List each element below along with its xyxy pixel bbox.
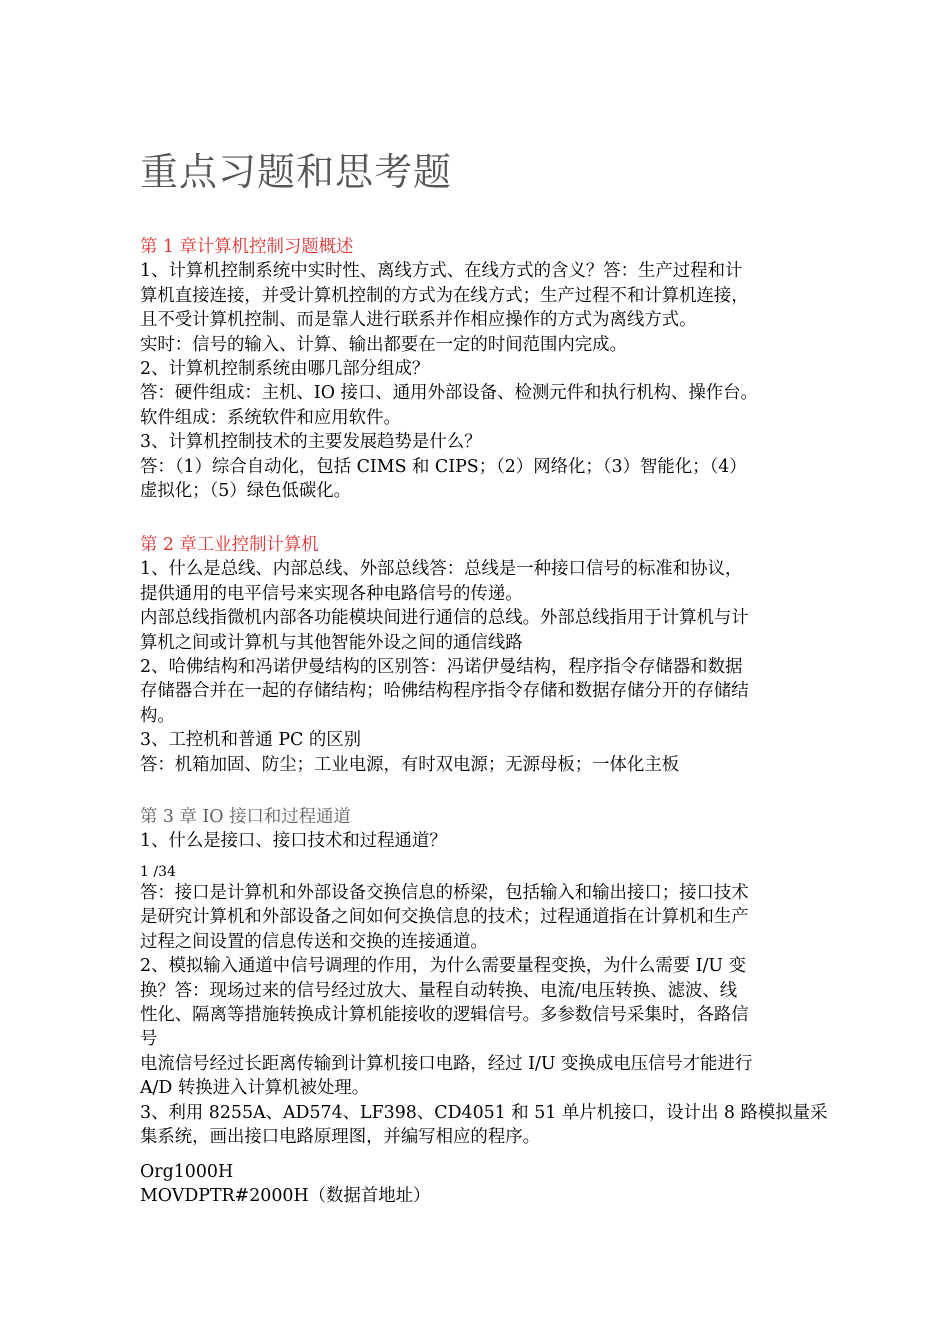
text-line: 构。: [140, 705, 175, 726]
text-line: 算机直接连接，并受计算机控制的方式为在线方式；生产过程不和计算机连接，: [140, 285, 749, 306]
text-line: 性化、隔离等措施转换成计算机能接收的逻辑信号。多参数信号采集时，各路信: [140, 1004, 749, 1025]
text-line: 1、什么是总线、内部总线、外部总线答：总线是一种接口信号的标准和协议，: [140, 559, 743, 580]
text-line: 3、工控机和普通 PC 的区别: [140, 730, 362, 751]
text-line: 3、计算机控制技术的主要发展趋势是什么？: [140, 432, 482, 453]
chapter-2-section: [140, 533, 812, 777]
text-line: 虚拟化；（5）绿色低碳化。: [140, 480, 352, 501]
chapter-3-heading: 第 3 章 IO 接口和过程通道: [140, 807, 351, 827]
text-line: A/D 转换进入计算机被处理。: [140, 1078, 370, 1099]
text-line: 2、计算机控制系统由哪几部分组成？: [140, 358, 430, 379]
code-line: MOVDPTR#2000H（数据首地址）: [140, 1186, 431, 1207]
code-line: Org1000H: [140, 1162, 234, 1182]
chapter-1-heading: 第 1 章计算机控制习题概述: [140, 237, 354, 257]
text-line: 集系统，画出接口电路原理图，并编写相应的程序。: [140, 1126, 540, 1147]
text-line: 算机之间或计算机与其他智能外设之间的通信线路: [140, 632, 523, 653]
text-line: 且不受计算机控制、而是靠人进行联系并作相应操作的方式为离线方式。: [140, 310, 697, 331]
text-line: 软件组成：系统软件和应用软件。: [140, 407, 401, 428]
text-line: 电流信号经过长距离传输到计算机接口电路，经过 I/U 变换成电压信号才能进行: [140, 1053, 753, 1074]
text-line: 换？答：现场过来的信号经过放大、量程自动转换、电流/电压转换、滤波、线: [140, 980, 738, 1001]
text-line: 存储器合并在一起的存储结构；哈佛结构程序指令存储和数据存储分开的存储结: [140, 681, 749, 702]
page-title: 重点习题和思考题: [140, 150, 453, 194]
text-line: 2、模拟输入通道中信号调理的作用，为什么需要量程变换，为什么需要 I/U 变: [140, 956, 747, 977]
text-line: 3、利用 8255A、AD574、LF398、CD4051 和 51 单片机接口，设计出 8 路模拟量采: [140, 1102, 828, 1123]
text-line: 号: [140, 1029, 158, 1050]
text-line: 1、计算机控制系统中实时性、离线方式、在线方式的含义？答：生产过程和计: [140, 261, 743, 282]
chapter-3-section: [140, 805, 812, 854]
page-number: 1 /34: [140, 864, 176, 880]
text-line: 2、哈佛结构和冯诺伊曼结构的区别答：冯诺伊曼结构，程序指令存储器和数据: [140, 656, 743, 677]
chapter-1-section: [140, 235, 812, 503]
text-line: 答：接口是计算机和外部设备交换信息的桥梁，包括输入和输出接口；接口技术: [140, 883, 749, 903]
chapter-2-heading: 第 2 章工业控制计算机: [140, 535, 319, 555]
text-line: 过程之间设置的信息传送和交换的连接通道。: [140, 931, 488, 952]
text-line: 1、什么是接口、接口技术和过程通道？: [140, 831, 447, 852]
text-line: 实时：信号的输入、计算、输出都要在一定的时间范围内完成。: [140, 334, 627, 355]
text-line: 答：硬件组成：主机、IO 接口、通用外部设备、检测元件和执行机构、操作台。: [140, 383, 758, 404]
text-line: 是研究计算机和外部设备之间如何交换信息的技术；过程通道指在计算机和生产: [140, 907, 749, 928]
code-block: [140, 1160, 812, 1209]
text-line: 答：机箱加固、防尘；工业电源，有时双电源；无源母板；一体化主板: [140, 754, 680, 775]
chapter-3-body: [140, 881, 828, 1149]
text-line: 内部总线指微机内部各功能模块间进行通信的总线。外部总线指用于计算机与计: [140, 608, 749, 629]
text-line: 答：（1）综合自动化，包括 CIMS 和 CIPS；（2）网络化；（3）智能化；（4）: [140, 456, 747, 477]
text-line: 提供通用的电平信号来实现各种电路信号的传递。: [140, 583, 523, 604]
